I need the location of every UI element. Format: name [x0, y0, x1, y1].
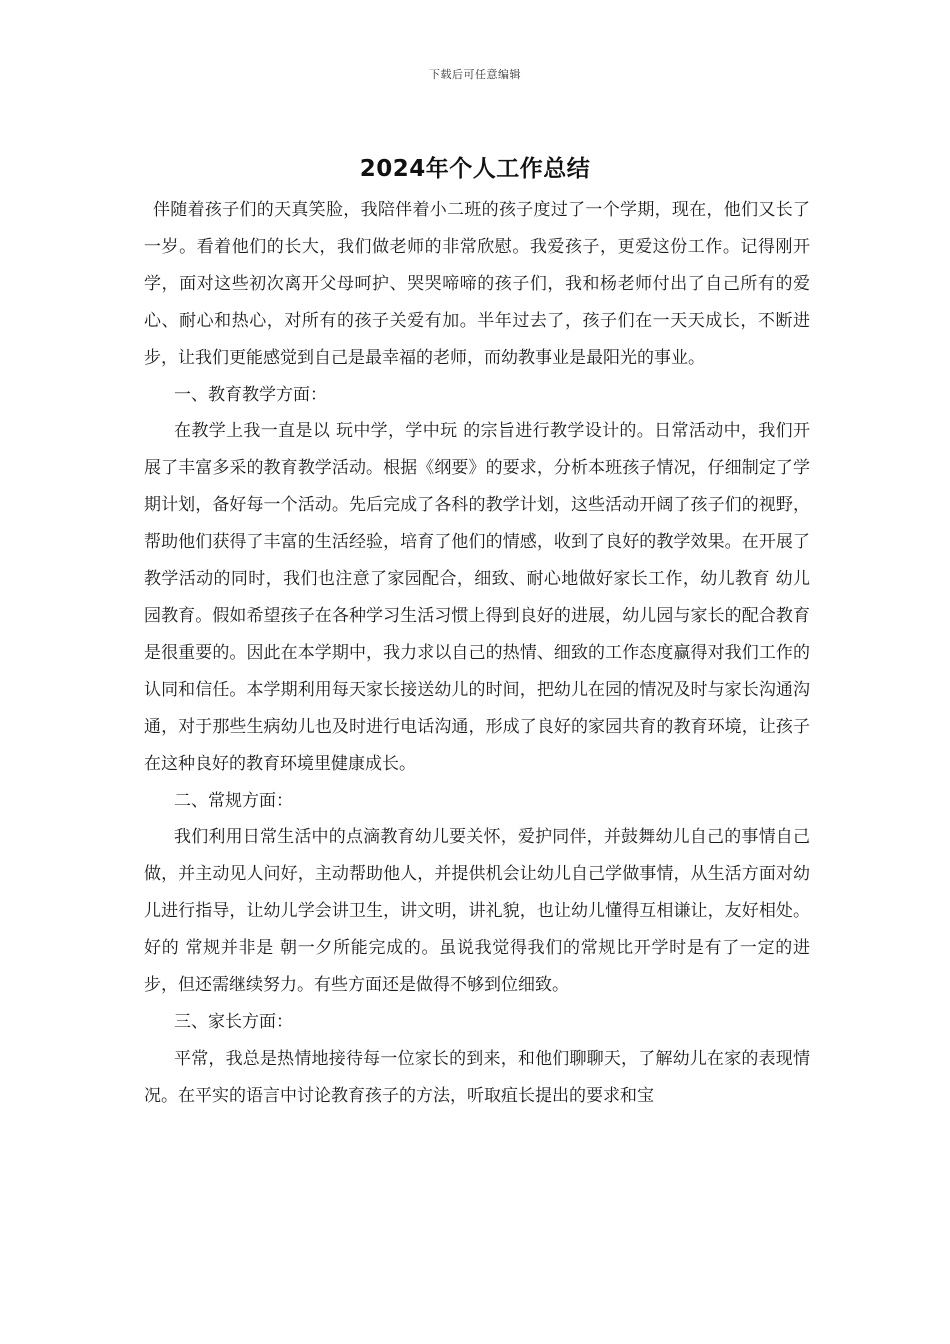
section-heading-teaching: 一、教育教学方面：	[174, 384, 327, 405]
paragraph-routine: 我们利用日常生活中的点滴教育幼儿要关怀，爱护同伴，并鼓舞幼儿自己的事情自己做，并主动见人问好，主动帮助他人，并提供机会让幼儿自己学做事情，从生活方面对幼儿进行指导，让幼儿学会讲卫生，讲文明，讲礼貌，也让幼儿懂得互相谦让，友好相处。好的 常规并非是 朝一夕所能完成的。虽说我觉得我们的常规比开学时是有了一定的进步，但还需继续努力。有些方面还是做得不够到位细致。	[144, 827, 810, 996]
section-heading-routine: 二、常规方面：	[174, 790, 293, 811]
paragraph-intro: 伴随着孩子们的天真笑脸，我陪伴着小二班的孩子度过了一个学期，现在，他们又长了一岁。看着他们的长大，我们做老师的非常欣慰。我爱孩子，更爱这份工作。记得刚开学，面对这些初次离开父母呵护、哭哭啼啼的孩子们，我和杨老师付出了自己所有的爱心、耐心和热心，对所有的孩子关爱有加。半年过去了，孩子们在一天天成长，不断进步，让我们更能感觉到自己是最幸福的老师，而幼教事业是最阳光的事业。	[144, 200, 810, 368]
section-heading-parents: 三、家长方面：	[174, 1011, 293, 1032]
page-header-note: 下载后可任意编辑	[429, 68, 521, 81]
document-body	[144, 192, 810, 1115]
paragraph-teaching: 在教学上我一直是以 玩中学，学中玩 的宗旨进行教学设计的。日常活动中，我们开展了丰富多采的教育教学活动。根据《纲要》的要求，分析本班孩子情况，仔细制定了学期计划，备好每一个活动。先后完成了各科的教学计划，这些活动开阔了孩子们的视野，帮助他们获得了丰富的生活经验，培育了他们的情感，收到了良好的教学效果。在开展了教学活动的同时，我们也注意了家园配合，细致、耐心地做好家长工作，幼儿教育 幼儿园教育。假如希望孩子在各种学习生活习惯上得到良好的进展，幼儿园与家长的配合教育是很重要的。因此在本学期中，我力求以自己的热情、细致的工作态度赢得对我们工作的认同和信任。本学期利用每天家长接送幼儿的时间，把幼儿在园的情况及时与家长沟通沟通，对于那些生病幼儿也及时进行电话沟通，形成了良好的家园共育的教育环境，让孩子在这种良好的教育环境里健康成长。	[144, 421, 810, 774]
paragraph-parents: 平常，我总是热情地接待每一位家长的到来，和他们聊聊天，了解幼儿在家的表现情况。在平实的语言中讨论教育孩子的方法，听取疽长提出的要求和宝	[144, 1048, 810, 1106]
document-title: 2024年个人工作总结	[359, 156, 591, 182]
